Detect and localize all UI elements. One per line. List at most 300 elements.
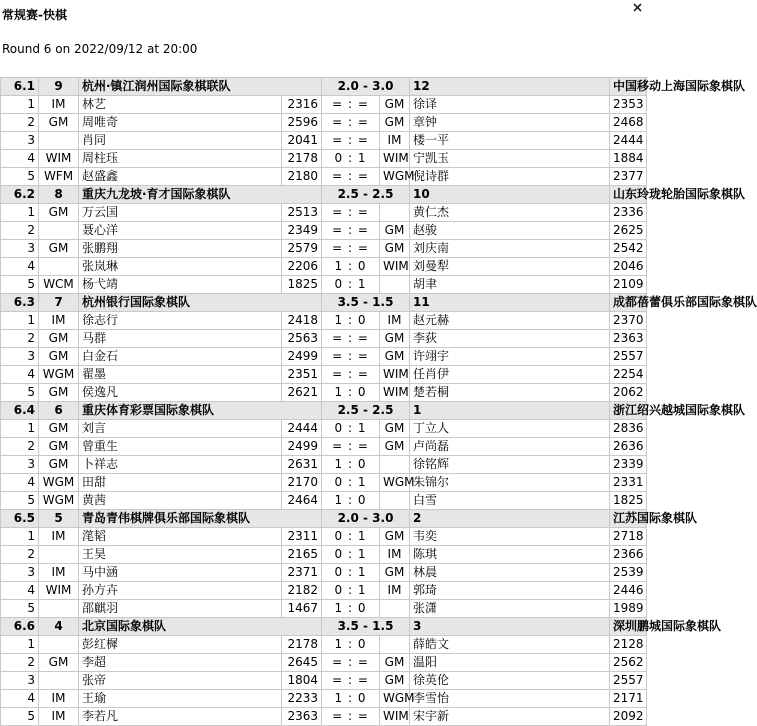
black-player-name: 徐译 bbox=[410, 96, 610, 114]
white-player-title bbox=[39, 132, 79, 150]
white-player-rating: 1825 bbox=[282, 276, 322, 294]
board-row bbox=[1, 690, 647, 708]
game-result: 1 : 0 bbox=[322, 636, 380, 654]
black-player-title: IM bbox=[380, 312, 410, 330]
home-team-name: 重庆九龙坡·育才国际象棋队 bbox=[79, 186, 322, 204]
white-player-name: 林艺 bbox=[79, 96, 282, 114]
board-row bbox=[1, 456, 647, 474]
board-row bbox=[1, 546, 647, 564]
match-score: 2.5 - 2.5 bbox=[322, 186, 410, 204]
match-header-row bbox=[1, 78, 647, 96]
game-result: 0 : 1 bbox=[322, 528, 380, 546]
white-player-rating: 2178 bbox=[282, 150, 322, 168]
board-row bbox=[1, 384, 647, 402]
white-player-rating: 2311 bbox=[282, 528, 322, 546]
board-row bbox=[1, 582, 647, 600]
board-number: 5 bbox=[1, 708, 39, 726]
black-player-rating: 1825 bbox=[610, 492, 647, 510]
board-number: 4 bbox=[1, 582, 39, 600]
white-player-rating: 2444 bbox=[282, 420, 322, 438]
game-result: = : = bbox=[322, 366, 380, 384]
black-player-rating: 2171 bbox=[610, 690, 647, 708]
away-seed: 1 bbox=[410, 402, 610, 420]
white-player-rating: 2621 bbox=[282, 384, 322, 402]
black-player-title: WIM bbox=[380, 150, 410, 168]
black-player-rating: 2363 bbox=[610, 330, 647, 348]
game-result: = : = bbox=[322, 168, 380, 186]
black-player-title bbox=[380, 636, 410, 654]
white-player-name: 张帝 bbox=[79, 672, 282, 690]
home-team-name: 杭州银行国际象棋队 bbox=[79, 294, 322, 312]
board-row bbox=[1, 240, 647, 258]
board-row bbox=[1, 150, 647, 168]
away-team-name: 深圳鹏城国际象棋队 bbox=[610, 618, 647, 636]
black-player-title: GM bbox=[380, 222, 410, 240]
board-number: 3 bbox=[1, 672, 39, 690]
board-number: 1 bbox=[1, 96, 39, 114]
white-player-title: WIM bbox=[39, 150, 79, 168]
pairings-table bbox=[0, 77, 757, 726]
white-player-title: IM bbox=[39, 690, 79, 708]
white-player-rating: 1467 bbox=[282, 600, 322, 618]
board-row bbox=[1, 420, 647, 438]
board-row bbox=[1, 474, 647, 492]
close-icon[interactable] bbox=[633, 3, 642, 12]
white-player-rating: 2041 bbox=[282, 132, 322, 150]
game-result: 1 : 0 bbox=[322, 312, 380, 330]
match-number: 6.1 bbox=[1, 78, 39, 96]
home-seed: 6 bbox=[39, 402, 79, 420]
game-result: 0 : 1 bbox=[322, 420, 380, 438]
black-player-name: 倪诗群 bbox=[410, 168, 610, 186]
black-player-name: 郭琦 bbox=[410, 582, 610, 600]
black-player-name: 温阳 bbox=[410, 654, 610, 672]
board-number: 2 bbox=[1, 546, 39, 564]
black-player-title: WIM bbox=[380, 384, 410, 402]
white-player-name: 赵盛鑫 bbox=[79, 168, 282, 186]
game-result: = : = bbox=[322, 348, 380, 366]
board-row bbox=[1, 600, 647, 618]
game-result: = : = bbox=[322, 654, 380, 672]
black-player-rating: 2562 bbox=[610, 654, 647, 672]
black-player-rating: 2718 bbox=[610, 528, 647, 546]
game-result: 1 : 0 bbox=[322, 384, 380, 402]
white-player-name: 周柱珏 bbox=[79, 150, 282, 168]
board-row bbox=[1, 708, 647, 726]
black-player-title bbox=[380, 600, 410, 618]
white-player-rating: 2499 bbox=[282, 348, 322, 366]
home-seed: 9 bbox=[39, 78, 79, 96]
black-player-rating: 2377 bbox=[610, 168, 647, 186]
white-player-title bbox=[39, 672, 79, 690]
white-player-rating: 2165 bbox=[282, 546, 322, 564]
board-row bbox=[1, 168, 647, 186]
white-player-rating: 2631 bbox=[282, 456, 322, 474]
black-player-name: 林晨 bbox=[410, 564, 610, 582]
black-player-rating: 2836 bbox=[610, 420, 647, 438]
black-player-title bbox=[380, 456, 410, 474]
white-player-rating: 2596 bbox=[282, 114, 322, 132]
board-number: 1 bbox=[1, 636, 39, 654]
board-number: 4 bbox=[1, 366, 39, 384]
away-team-name: 成都蓓蕾俱乐部国际象棋队 bbox=[610, 294, 647, 312]
board-number: 4 bbox=[1, 258, 39, 276]
home-team-name: 青岛青伟棋牌俱乐部国际象棋队 bbox=[79, 510, 322, 528]
white-player-rating: 2182 bbox=[282, 582, 322, 600]
black-player-rating: 1989 bbox=[610, 600, 647, 618]
board-number: 2 bbox=[1, 654, 39, 672]
match-score: 3.5 - 1.5 bbox=[322, 294, 410, 312]
match-number: 6.6 bbox=[1, 618, 39, 636]
black-player-title bbox=[380, 204, 410, 222]
board-row bbox=[1, 132, 647, 150]
white-player-rating: 2418 bbox=[282, 312, 322, 330]
white-player-title: IM bbox=[39, 708, 79, 726]
white-player-name: 彭红樨 bbox=[79, 636, 282, 654]
black-player-rating: 2636 bbox=[610, 438, 647, 456]
away-seed: 3 bbox=[410, 618, 610, 636]
game-result: = : = bbox=[322, 672, 380, 690]
white-player-name: 卜祥志 bbox=[79, 456, 282, 474]
white-player-name: 李超 bbox=[79, 654, 282, 672]
match-number: 6.4 bbox=[1, 402, 39, 420]
black-player-title: IM bbox=[380, 132, 410, 150]
white-player-name: 刘言 bbox=[79, 420, 282, 438]
game-result: = : = bbox=[322, 708, 380, 726]
black-player-name: 楼一平 bbox=[410, 132, 610, 150]
game-result: 0 : 1 bbox=[322, 474, 380, 492]
white-player-rating: 2178 bbox=[282, 636, 322, 654]
away-team-name: 山东玲珑轮胎国际象棋队 bbox=[610, 186, 647, 204]
white-player-name: 肖同 bbox=[79, 132, 282, 150]
home-team-name: 重庆体育彩票国际象棋队 bbox=[79, 402, 322, 420]
match-score: 3.5 - 1.5 bbox=[322, 618, 410, 636]
game-result: 0 : 1 bbox=[322, 564, 380, 582]
white-player-rating: 2363 bbox=[282, 708, 322, 726]
black-player-title: GM bbox=[380, 420, 410, 438]
black-player-rating: 2092 bbox=[610, 708, 647, 726]
board-row bbox=[1, 654, 647, 672]
game-result: 1 : 0 bbox=[322, 492, 380, 510]
home-team-name: 杭州·镇江润州国际象棋联队 bbox=[79, 78, 322, 96]
white-player-rating: 2563 bbox=[282, 330, 322, 348]
board-row bbox=[1, 330, 647, 348]
away-seed: 2 bbox=[410, 510, 610, 528]
black-player-title: GM bbox=[380, 564, 410, 582]
home-seed: 4 bbox=[39, 618, 79, 636]
black-player-name: 黄仁杰 bbox=[410, 204, 610, 222]
black-player-title: GM bbox=[380, 528, 410, 546]
black-player-rating: 2542 bbox=[610, 240, 647, 258]
black-player-rating: 2128 bbox=[610, 636, 647, 654]
board-row bbox=[1, 114, 647, 132]
board-row bbox=[1, 348, 647, 366]
board-number: 3 bbox=[1, 240, 39, 258]
game-result: = : = bbox=[322, 132, 380, 150]
board-row bbox=[1, 672, 647, 690]
board-number: 4 bbox=[1, 474, 39, 492]
away-seed: 10 bbox=[410, 186, 610, 204]
match-header-row bbox=[1, 294, 647, 312]
black-player-name: 宁凯玉 bbox=[410, 150, 610, 168]
black-player-name: 徐铭辉 bbox=[410, 456, 610, 474]
white-player-title: GM bbox=[39, 204, 79, 222]
game-result: = : = bbox=[322, 96, 380, 114]
black-player-rating: 2109 bbox=[610, 276, 647, 294]
board-row bbox=[1, 258, 647, 276]
white-player-name: 翟墨 bbox=[79, 366, 282, 384]
black-player-name: 赵骏 bbox=[410, 222, 610, 240]
black-player-rating: 1884 bbox=[610, 150, 647, 168]
black-player-title bbox=[380, 276, 410, 294]
home-team-name: 北京国际象棋队 bbox=[79, 618, 322, 636]
white-player-title: WGM bbox=[39, 474, 79, 492]
black-player-title: WIM bbox=[380, 366, 410, 384]
black-player-name: 薛皓文 bbox=[410, 636, 610, 654]
black-player-rating: 2370 bbox=[610, 312, 647, 330]
black-player-rating: 2557 bbox=[610, 672, 647, 690]
match-number: 6.5 bbox=[1, 510, 39, 528]
black-player-title: GM bbox=[380, 348, 410, 366]
black-player-title: IM bbox=[380, 546, 410, 564]
white-player-title: GM bbox=[39, 330, 79, 348]
black-player-title: WIM bbox=[380, 258, 410, 276]
white-player-rating: 2513 bbox=[282, 204, 322, 222]
white-player-name: 王瑜 bbox=[79, 690, 282, 708]
white-player-title: GM bbox=[39, 654, 79, 672]
black-player-rating: 2353 bbox=[610, 96, 647, 114]
game-result: 1 : 0 bbox=[322, 690, 380, 708]
black-player-rating: 2539 bbox=[610, 564, 647, 582]
game-result: = : = bbox=[322, 222, 380, 240]
black-player-name: 徐英伦 bbox=[410, 672, 610, 690]
black-player-title: WGM bbox=[380, 168, 410, 186]
black-player-name: 朱锦尔 bbox=[410, 474, 610, 492]
white-player-title: IM bbox=[39, 312, 79, 330]
white-player-rating: 2645 bbox=[282, 654, 322, 672]
black-player-name: 李雪怡 bbox=[410, 690, 610, 708]
white-player-name: 聂心洋 bbox=[79, 222, 282, 240]
board-number: 5 bbox=[1, 384, 39, 402]
black-player-title: IM bbox=[380, 582, 410, 600]
black-player-name: 卢尚磊 bbox=[410, 438, 610, 456]
board-number: 5 bbox=[1, 492, 39, 510]
game-result: 0 : 1 bbox=[322, 276, 380, 294]
white-player-rating: 2499 bbox=[282, 438, 322, 456]
white-player-title: WCM bbox=[39, 276, 79, 294]
game-result: 0 : 1 bbox=[322, 546, 380, 564]
white-player-title: GM bbox=[39, 438, 79, 456]
white-player-title: WGM bbox=[39, 366, 79, 384]
black-player-name: 刘庆南 bbox=[410, 240, 610, 258]
board-number: 5 bbox=[1, 276, 39, 294]
white-player-rating: 2349 bbox=[282, 222, 322, 240]
board-number: 1 bbox=[1, 420, 39, 438]
home-seed: 5 bbox=[39, 510, 79, 528]
game-result: 0 : 1 bbox=[322, 582, 380, 600]
white-player-name: 白金石 bbox=[79, 348, 282, 366]
pairings-body bbox=[1, 78, 757, 726]
black-player-title: WIM bbox=[380, 708, 410, 726]
round-info: Round 6 on 2022/09/12 at 20:00 bbox=[2, 42, 198, 56]
board-row bbox=[1, 636, 647, 654]
board-row bbox=[1, 366, 647, 384]
board-row bbox=[1, 222, 647, 240]
board-number: 1 bbox=[1, 528, 39, 546]
white-player-rating: 2351 bbox=[282, 366, 322, 384]
white-player-title: WFM bbox=[39, 168, 79, 186]
game-result: = : = bbox=[322, 204, 380, 222]
board-number: 1 bbox=[1, 312, 39, 330]
white-player-name: 滗韬 bbox=[79, 528, 282, 546]
white-player-title: IM bbox=[39, 96, 79, 114]
white-player-rating: 2206 bbox=[282, 258, 322, 276]
white-player-rating: 1804 bbox=[282, 672, 322, 690]
white-player-name: 王昊 bbox=[79, 546, 282, 564]
white-player-title bbox=[39, 636, 79, 654]
black-player-title: WGM bbox=[380, 690, 410, 708]
white-player-name: 周唯奇 bbox=[79, 114, 282, 132]
board-number: 2 bbox=[1, 222, 39, 240]
board-number: 3 bbox=[1, 564, 39, 582]
white-player-name: 杨弋靖 bbox=[79, 276, 282, 294]
white-player-title bbox=[39, 258, 79, 276]
board-number: 5 bbox=[1, 600, 39, 618]
game-result: = : = bbox=[322, 240, 380, 258]
board-row bbox=[1, 564, 647, 582]
board-row bbox=[1, 204, 647, 222]
black-player-rating: 2557 bbox=[610, 348, 647, 366]
white-player-name: 邵麒羽 bbox=[79, 600, 282, 618]
white-player-name: 马群 bbox=[79, 330, 282, 348]
white-player-title: IM bbox=[39, 564, 79, 582]
black-player-name: 李荻 bbox=[410, 330, 610, 348]
black-player-name: 许翊宇 bbox=[410, 348, 610, 366]
white-player-name: 田甜 bbox=[79, 474, 282, 492]
white-player-name: 张岚琳 bbox=[79, 258, 282, 276]
black-player-name: 章钟 bbox=[410, 114, 610, 132]
white-player-name: 马中涵 bbox=[79, 564, 282, 582]
black-player-title: GM bbox=[380, 240, 410, 258]
white-player-rating: 2233 bbox=[282, 690, 322, 708]
board-number: 5 bbox=[1, 168, 39, 186]
black-player-rating: 2446 bbox=[610, 582, 647, 600]
black-player-title: GM bbox=[380, 438, 410, 456]
board-number: 2 bbox=[1, 114, 39, 132]
black-player-title: GM bbox=[380, 96, 410, 114]
white-player-title: GM bbox=[39, 114, 79, 132]
white-player-name: 张鹏翔 bbox=[79, 240, 282, 258]
white-player-name: 孙方卉 bbox=[79, 582, 282, 600]
board-row bbox=[1, 276, 647, 294]
match-header-row bbox=[1, 402, 647, 420]
black-player-name: 刘曼犁 bbox=[410, 258, 610, 276]
black-player-name: 楚若桐 bbox=[410, 384, 610, 402]
black-player-rating: 2468 bbox=[610, 114, 647, 132]
white-player-name: 徐志行 bbox=[79, 312, 282, 330]
white-player-rating: 2180 bbox=[282, 168, 322, 186]
black-player-name: 韦奕 bbox=[410, 528, 610, 546]
black-player-title bbox=[380, 492, 410, 510]
home-seed: 7 bbox=[39, 294, 79, 312]
match-number: 6.2 bbox=[1, 186, 39, 204]
black-player-rating: 2254 bbox=[610, 366, 647, 384]
match-header-row bbox=[1, 618, 647, 636]
white-player-rating: 2464 bbox=[282, 492, 322, 510]
black-player-rating: 2339 bbox=[610, 456, 647, 474]
white-player-title: GM bbox=[39, 384, 79, 402]
board-row bbox=[1, 312, 647, 330]
black-player-rating: 2331 bbox=[610, 474, 647, 492]
board-row bbox=[1, 438, 647, 456]
white-player-title bbox=[39, 546, 79, 564]
board-number: 3 bbox=[1, 348, 39, 366]
game-result: = : = bbox=[322, 330, 380, 348]
board-row bbox=[1, 528, 647, 546]
white-player-title: GM bbox=[39, 420, 79, 438]
match-score: 2.0 - 3.0 bbox=[322, 78, 410, 96]
white-player-rating: 2316 bbox=[282, 96, 322, 114]
away-seed: 12 bbox=[410, 78, 610, 96]
board-row bbox=[1, 96, 647, 114]
black-player-title: GM bbox=[380, 672, 410, 690]
white-player-title: IM bbox=[39, 528, 79, 546]
board-number: 1 bbox=[1, 204, 39, 222]
black-player-rating: 2336 bbox=[610, 204, 647, 222]
white-player-title: GM bbox=[39, 240, 79, 258]
game-result: 1 : 0 bbox=[322, 258, 380, 276]
black-player-title: GM bbox=[380, 654, 410, 672]
match-number: 6.3 bbox=[1, 294, 39, 312]
white-player-title: WGM bbox=[39, 492, 79, 510]
black-player-rating: 2444 bbox=[610, 132, 647, 150]
white-player-rating: 2371 bbox=[282, 564, 322, 582]
white-player-name: 万云国 bbox=[79, 204, 282, 222]
white-player-title: GM bbox=[39, 348, 79, 366]
board-number: 3 bbox=[1, 132, 39, 150]
match-score: 2.0 - 3.0 bbox=[322, 510, 410, 528]
game-result: = : = bbox=[322, 438, 380, 456]
home-seed: 8 bbox=[39, 186, 79, 204]
black-player-title: GM bbox=[380, 114, 410, 132]
match-score: 2.5 - 2.5 bbox=[322, 402, 410, 420]
white-player-title: WIM bbox=[39, 582, 79, 600]
game-result: 1 : 0 bbox=[322, 600, 380, 618]
board-number: 4 bbox=[1, 690, 39, 708]
black-player-rating: 2062 bbox=[610, 384, 647, 402]
white-player-title bbox=[39, 600, 79, 618]
black-player-name: 陈琪 bbox=[410, 546, 610, 564]
white-player-rating: 2579 bbox=[282, 240, 322, 258]
black-player-name: 白雪 bbox=[410, 492, 610, 510]
black-player-rating: 2625 bbox=[610, 222, 647, 240]
white-player-title: GM bbox=[39, 456, 79, 474]
board-number: 3 bbox=[1, 456, 39, 474]
black-player-name: 胡聿 bbox=[410, 276, 610, 294]
away-team-name: 江苏国际象棋队 bbox=[610, 510, 647, 528]
white-player-title bbox=[39, 222, 79, 240]
board-number: 2 bbox=[1, 330, 39, 348]
white-player-name: 李若凡 bbox=[79, 708, 282, 726]
white-player-name: 黄茜 bbox=[79, 492, 282, 510]
match-header-row bbox=[1, 186, 647, 204]
black-player-name: 宋宇新 bbox=[410, 708, 610, 726]
black-player-name: 任肖伊 bbox=[410, 366, 610, 384]
match-header-row bbox=[1, 510, 647, 528]
black-player-rating: 2366 bbox=[610, 546, 647, 564]
white-player-name: 曾重生 bbox=[79, 438, 282, 456]
board-number: 2 bbox=[1, 438, 39, 456]
